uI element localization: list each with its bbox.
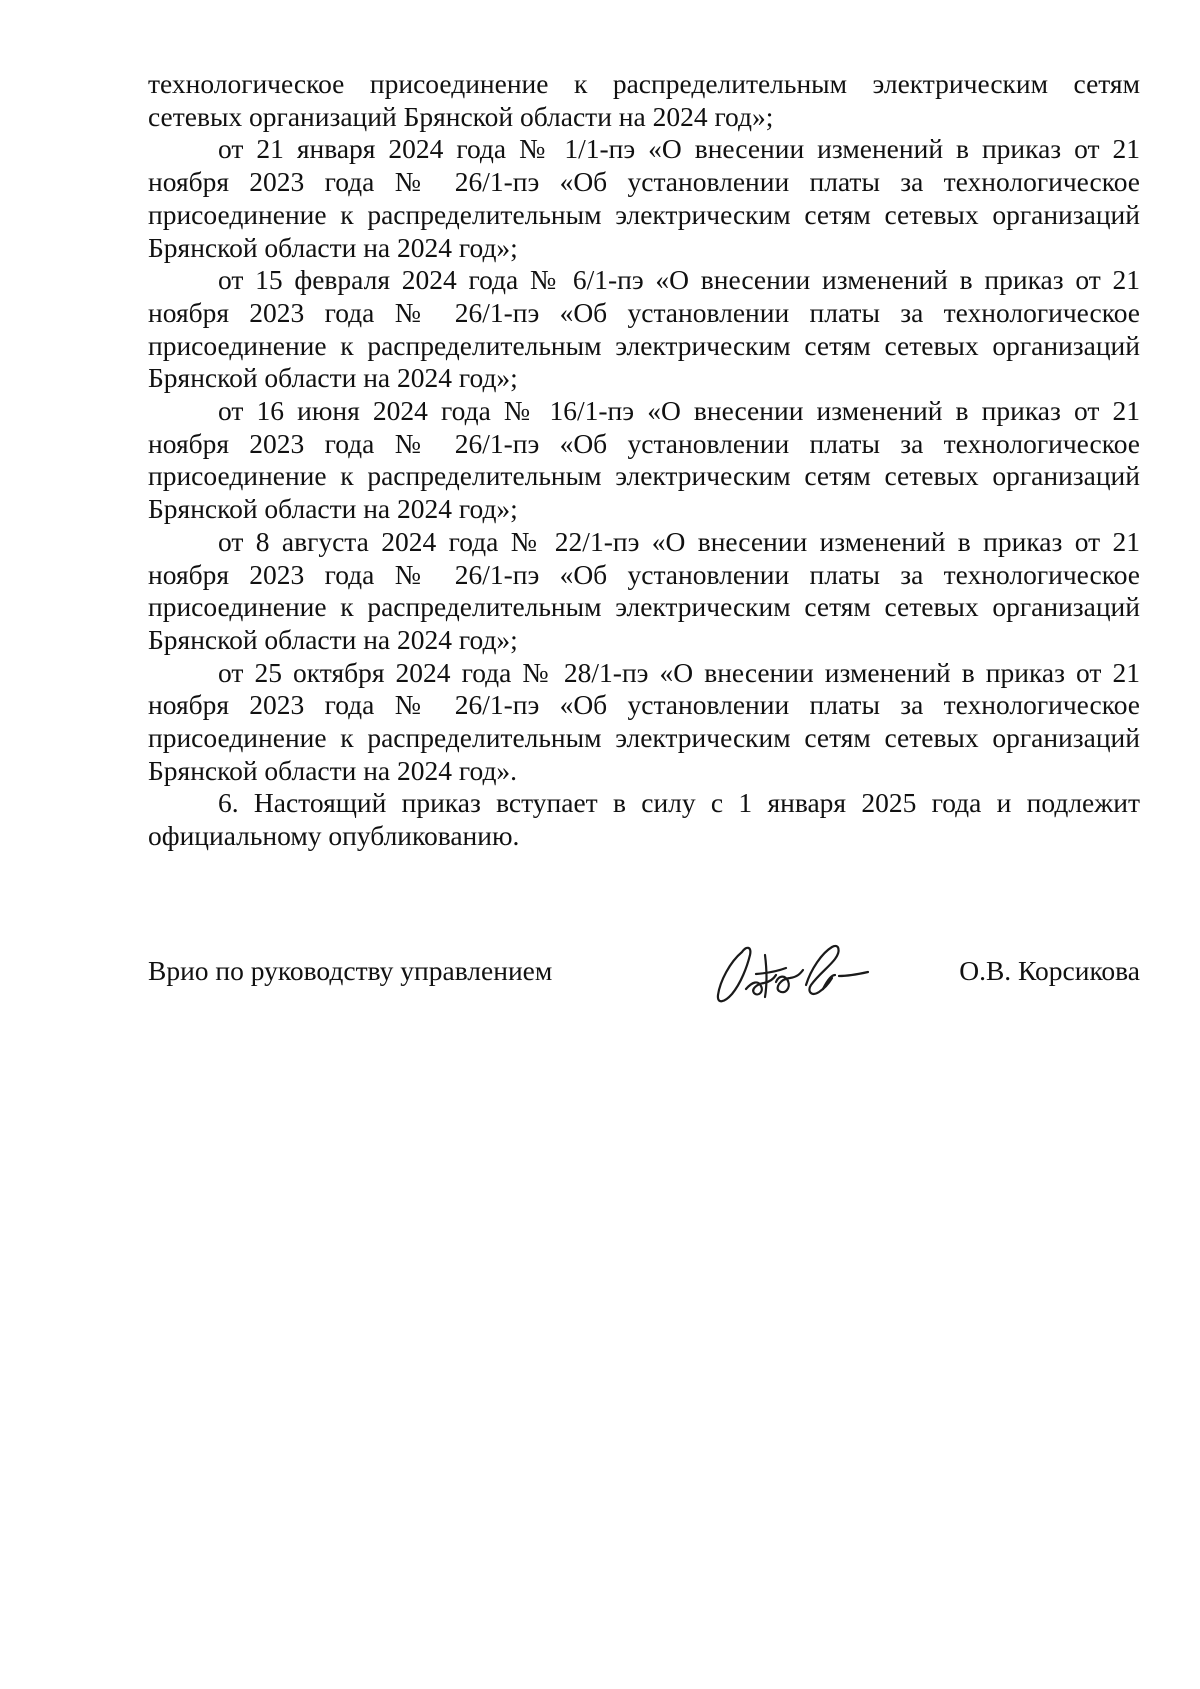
paragraph-order-28-1-pe: от 25 октября 2024 года № 28/1-пэ «О внесении изменений в приказ от 21 ноября 2023 года № 26/1-пэ «Об установлении платы за технологическое присоединение к распределительным электрическим сетям сетевых организаций Брянской области на 2024 год».: [148, 656, 1140, 786]
paragraph-order-6-1-pe: от 15 февраля 2024 года № 6/1-пэ «О внесении изменений в приказ от 21 ноября 2023 года № 26/1-пэ «Об установлении платы за технологическое присоединение к распределительным электрическим сетям сетевых организаций Брянской области на 2024 год»;: [148, 264, 1140, 394]
document-body: [148, 68, 1140, 853]
paragraph-effective-date: 6. Настоящий приказ вступает в силу с 1 января 2025 года и подлежит официальному опубликованию.: [148, 787, 1140, 852]
paragraph-order-22-1-pe: от 8 августа 2024 года № 22/1-пэ «О внесении изменений в приказ от 21 ноября 2023 года № 26/1-пэ «Об установлении платы за технологическое присоединение к распределительным электрическим сетям сетевых организаций Брянской области на 2024 год»;: [148, 525, 1140, 655]
handwritten-signature-icon: [708, 915, 888, 1015]
signature-block: [148, 915, 1140, 1015]
signer-name: О.В. Корсикова: [959, 955, 1140, 986]
paragraph-order-1-1-pe: от 21 января 2024 года № 1/1-пэ «О внесении изменений в приказ от 21 ноября 2023 года № 26/1-пэ «Об установлении платы за технологическое присоединение к распределительным электрическим сетям сетевых организаций Брянской области на 2024 год»;: [148, 133, 1140, 263]
paragraph-order-16-1-pe: от 16 июня 2024 года № 16/1-пэ «О внесении изменений в приказ от 21 ноября 2023 года № 26/1-пэ «Об установлении платы за технологическое присоединение к распределительным электрическим сетям сетевых организаций Брянской области на 2024 год»;: [148, 395, 1140, 525]
paragraph-continuation: технологическое присоединение к распределительным электрическим сетям сетевых организаций Брянской области на 2024 год»;: [148, 68, 1140, 132]
signer-position: Врио по руководству управлением: [148, 955, 553, 986]
